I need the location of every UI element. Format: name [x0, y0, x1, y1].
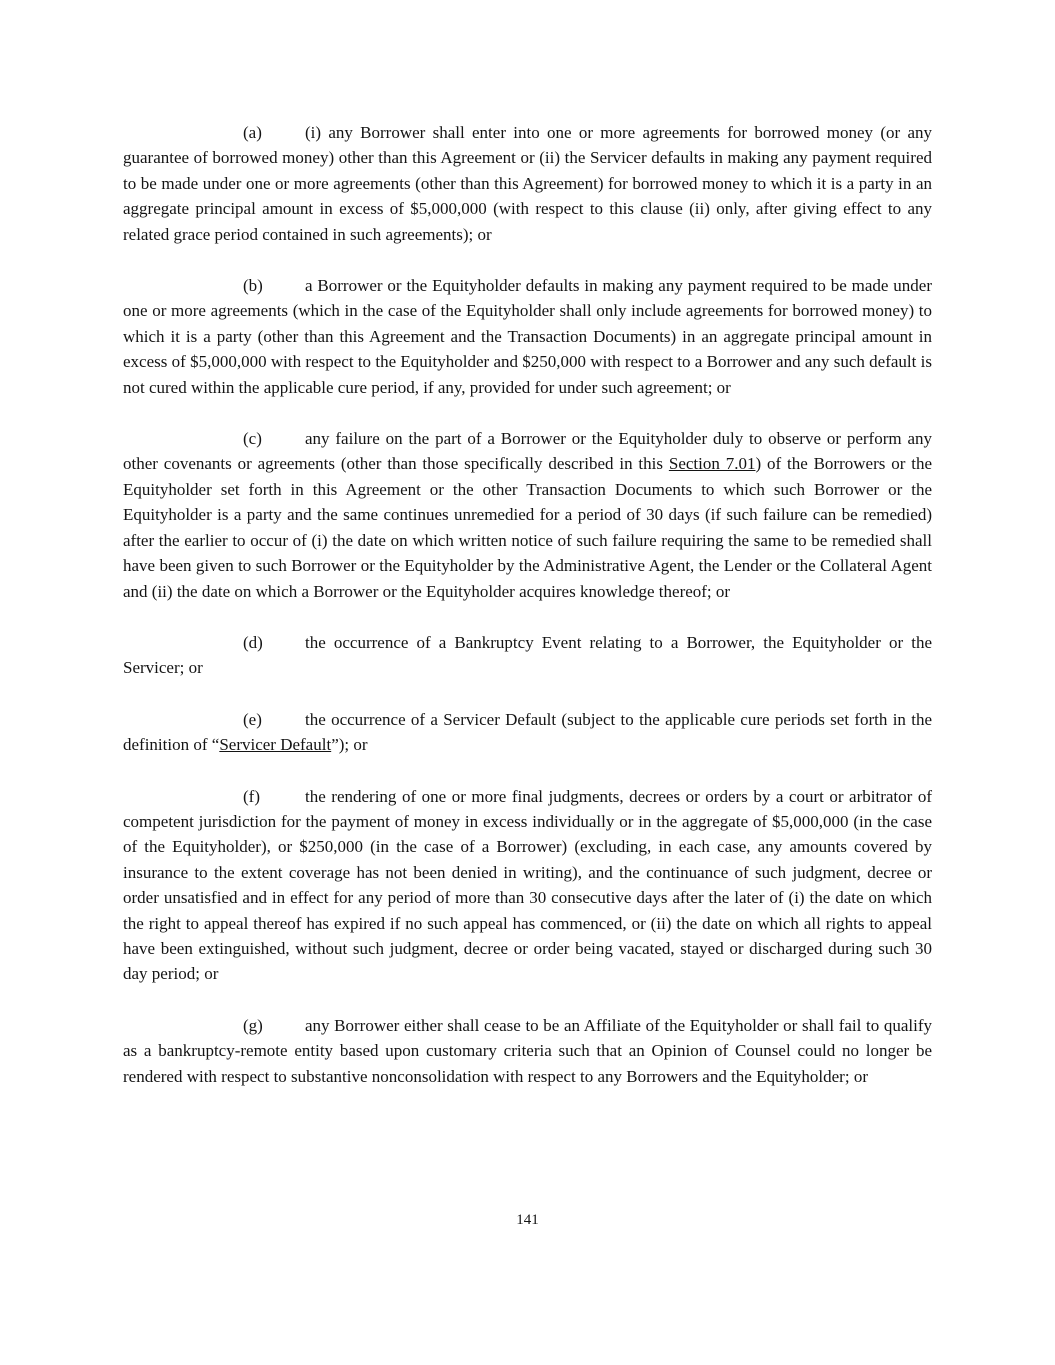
paragraph-a [123, 120, 932, 247]
paragraph-c-text-continued: ) of the Borrowers or the Equityholder set forth in this Agreement or the other Transaction Documents to which such Borrower or the Equityholder is a party and the same continues unremedied for a period of 30 days (if such failure can be remedied) after the earlier to occur of (i) the date on which written notice of such failure requiring the same to be remedied shall have been given to such Borrower or the Equityholder by the Administrative Agent, the Lender or the Collateral Agent and (ii) the date on which a Borrower or the Equityholder acquires knowledge thereof; or [123, 454, 932, 601]
paragraph-e-text: the occurrence of a Servicer Default (subject to the applicable cure periods set forth in the definition of “ [123, 709, 932, 755]
page-footer [0, 1210, 1055, 1230]
paragraph-g-label: (g) [243, 1015, 263, 1035]
paragraph-f-text: the rendering of one or more final judgments, decrees or orders by a court or arbitrator of competent jurisdiction for the payment of money in excess individually or in the aggregate of $5,000,000 (in the case of the Equityholder), or $250,000 (in the case of a Borrower) (excluding, in each case, any amounts covered by insurance to the extent coverage has not been denied in writing), and the continuance of such judgment, decree or order unsatisfied and in effect for any period of more than 30 consecutive days after the later of (i) the date on which the right to appeal thereof has expired if no such appeal has commenced, or (ii) the date on which all rights to appeal have been extinguished, without such judgment, decree or order being vacated, stayed or discharged during such 30 day period; or [123, 786, 932, 984]
paragraph-g-text: any Borrower either shall cease to be an Affiliate of the Equityholder or shall fail to qualify as a bankruptcy-remote entity based upon customary criteria such that an Opinion of Counsel could no longer be rendered with respect to substantive nonconsolidation with respect to any Borrowers and the Equityholder; or [123, 1015, 932, 1086]
servicer-default-reference: Servicer Default [219, 735, 332, 755]
paragraph-e-label: (e) [243, 709, 262, 729]
paragraph-e [123, 707, 932, 758]
paragraph-e-text-continued: ”); or [331, 735, 368, 755]
page-number: 141 [516, 1212, 539, 1228]
paragraph-b-label: (b) [243, 276, 263, 296]
paragraph-f [123, 784, 932, 987]
paragraph-d-text: the occurrence of a Bankruptcy Event relating to a Borrower, the Equityholder or the Servicer; or [123, 632, 932, 678]
paragraph-c-text: any failure on the part of a Borrower or the Equityholder duly to observe or perform any other covenants or agreements (other than those specifically described in this [123, 429, 932, 474]
paragraph-b [123, 273, 932, 400]
section-7-01-reference: Section 7.01 [668, 454, 756, 474]
paragraph-a-text: (i) any Borrower shall enter into one or more agreements for borrowed money (or any guarantee of borrowed money) other than this Agreement or (ii) the Servicer defaults in making any payment required to be made under one or more agreements (other than this Agreement) for borrowed money to which it is a party in an aggregate principal amount in excess of $5,000,000 (with respect to this clause (ii) only, after giving effect to any related grace period contained in such agreements); or [123, 123, 932, 244]
paragraph-g [123, 1013, 932, 1089]
paragraph-c-label: (c) [243, 429, 262, 449]
paragraph-c [123, 426, 932, 604]
paragraph-f-label: (f) [243, 786, 260, 806]
paragraph-b-text: a Borrower or the Equityholder defaults in making any payment required to be made under one or more agreements (which in the case of the Equityholder shall only include agreements for borrowed money) to which it is a party (other than this Agreement and the Transaction Documents) in an aggregate principal amount in excess of $5,000,000 with respect to the Equityholder and $250,000 with respect to a Borrower and any such default is not cured within the applicable cure period, if any, provided for under such agreement; or [123, 276, 932, 397]
paragraph-d [123, 630, 932, 681]
paragraph-d-label: (d) [243, 632, 263, 652]
paragraph-a-label: (a) [243, 123, 262, 142]
